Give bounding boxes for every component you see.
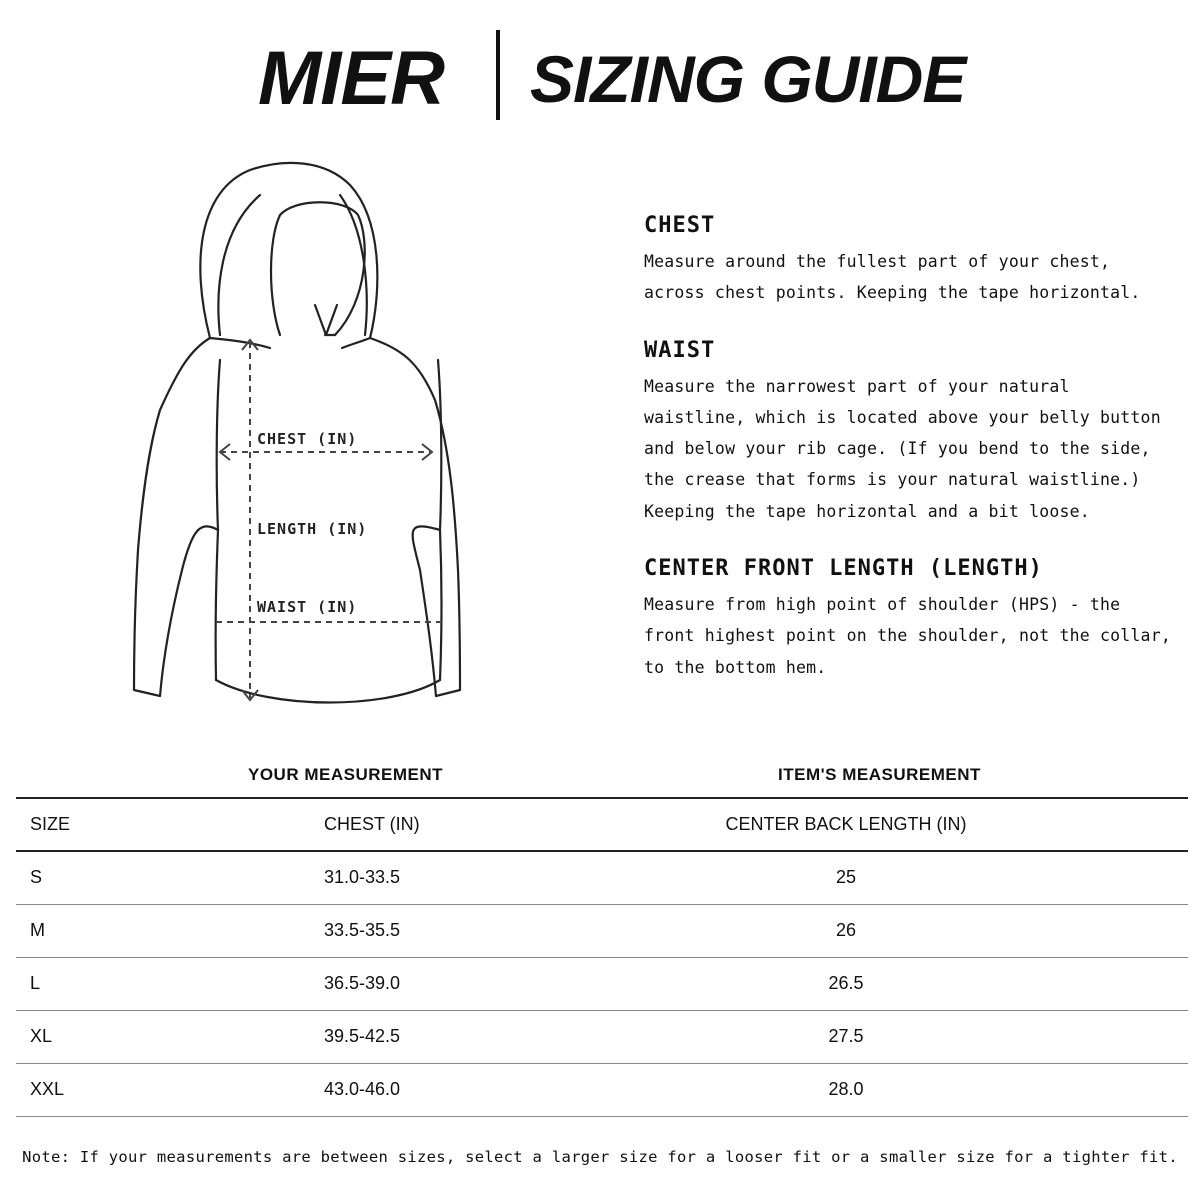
size-cell: S — [30, 867, 43, 888]
table-row — [16, 957, 1188, 1010]
column-header-length: CENTER BACK LENGTH (IN) — [725, 814, 967, 834]
chest-cell: 39.5-42.5 — [324, 1026, 401, 1046]
table-row — [16, 851, 1188, 904]
item-measurement-label: ITEM'S MEASUREMENT — [778, 765, 981, 784]
chest-cell: 43.0-46.0 — [324, 1079, 401, 1099]
size-cell: XL — [30, 1026, 53, 1046]
definition-text: Measure from high point of shoulder (HPS) - the front highest point on the shoulder, not the collar, to the bottom hem. — [644, 595, 1171, 677]
size-cell: M — [30, 920, 45, 940]
table-row — [16, 1010, 1188, 1063]
length-definition — [644, 555, 1184, 683]
page-title: SIZING GUIDE — [530, 42, 966, 116]
length-cell: 25 — [835, 867, 857, 888]
table-row — [16, 904, 1188, 957]
your-measurement-label: YOUR MEASUREMENT — [248, 765, 444, 784]
length-cell: 26 — [835, 920, 857, 940]
definition-text: Measure the narrowest part of your natural waistline, which is located above your belly button and below your rib cage. (If you bend to the side, the crease that forms is your natural waistline.) Keeping the tape horizontal and a bit loose. — [644, 376, 1161, 521]
hoodie-figure — [120, 150, 540, 720]
length-label: LENGTH (IN) — [257, 520, 368, 538]
length-cell: 26.5 — [828, 973, 864, 993]
definition-title: WAIST — [644, 337, 716, 363]
size-table — [16, 797, 1188, 1117]
definition-text: Measure around the fullest part of your chest, across chest points. Keeping the tape horizontal. — [644, 252, 1141, 303]
definition-title: CENTER FRONT LENGTH (LENGTH) — [644, 556, 1043, 582]
table-group-headers — [0, 765, 1200, 789]
hoodie-outline-icon — [120, 150, 540, 720]
length-cell: 28.0 — [828, 1079, 864, 1099]
column-header-chest: CHEST (IN) — [324, 814, 420, 834]
measurement-definitions — [644, 212, 1184, 711]
chest-cell: 31.0-33.5 — [324, 867, 401, 888]
length-cell: 27.5 — [828, 1026, 864, 1046]
waist-definition — [644, 337, 1184, 527]
brand-logo: MIER — [258, 36, 444, 121]
column-header-size: SIZE — [30, 814, 71, 834]
chest-cell: 33.5-35.5 — [324, 920, 401, 940]
size-cell: XXL — [30, 1079, 65, 1099]
table-row — [16, 1063, 1188, 1116]
chest-label: CHEST (IN) — [257, 430, 358, 448]
chest-cell: 36.5-39.0 — [324, 973, 401, 993]
size-cell: L — [30, 973, 41, 993]
waist-label: WAIST (IN) — [257, 598, 358, 616]
header — [0, 28, 1200, 128]
chest-definition — [644, 212, 1184, 309]
fit-note: Note: If your measurements are between sizes, select a larger size for a looser fit or a smaller size for a tighter fit. — [22, 1148, 1178, 1166]
header-divider — [496, 30, 500, 120]
table-header-row — [16, 798, 1188, 851]
definition-title: CHEST — [644, 213, 716, 238]
